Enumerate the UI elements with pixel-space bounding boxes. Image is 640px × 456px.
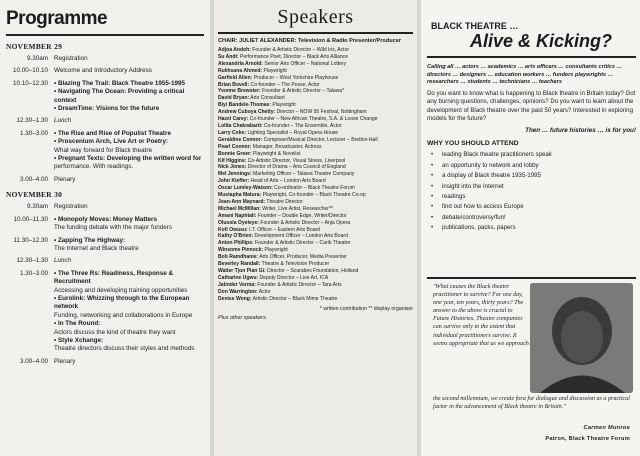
- schedule-line: • The Rise and Rise of Populist Theatre: [54, 129, 171, 137]
- speaker-role: Founder & Artistic Director – Wild Iris, Actor: [250, 47, 350, 53]
- speaker-name: Oscar Lumley-Watson:: [218, 185, 273, 192]
- speakers-panel: [214, 0, 417, 456]
- speaker-entry: [218, 289, 413, 296]
- speaker-name: Joan-Ann Maynard:: [218, 198, 266, 205]
- speaker-role: Arts Consultant: [249, 95, 285, 102]
- speaker-name: Biyi Bandele-Thomas:: [218, 102, 272, 109]
- speaker-entry: [218, 227, 413, 234]
- schedule-row: [6, 55, 204, 63]
- schedule-line: Registration: [54, 203, 88, 211]
- speaker-entry: [218, 54, 413, 61]
- schedule-time: 9.30am: [26, 55, 48, 62]
- speaker-entry: [218, 88, 413, 95]
- speaker-entry: [218, 185, 413, 192]
- speaker-name: Nick Jones:: [218, 164, 247, 171]
- speaker-name: Yvonne Brewster:: [218, 88, 261, 95]
- schedule-row: [6, 130, 204, 172]
- speaker-entry: [218, 75, 413, 82]
- speaker-name: Hazel Carey:: [218, 116, 249, 123]
- reason-item: • debate/controversy/fun!: [427, 213, 636, 223]
- schedule-content: [54, 67, 204, 75]
- speaker-role: Manager, Broadcaster, Actress: [251, 143, 322, 150]
- speaker-name: Bob Ramdhanie:: [218, 254, 259, 261]
- speaker-role: Lighting Specialist – Royal Opera House: [246, 129, 339, 136]
- speaker-role: Co-founder – New African Theatre, S.A. & Loose Change: [248, 116, 378, 123]
- day-heading-nov-29: NOVEMBER 29: [6, 42, 63, 51]
- schedule-line: Registration: [54, 55, 88, 62]
- speaker-name: Kathy O'Brien:: [218, 233, 254, 240]
- plus-other-speakers: Plus other speakers.: [218, 314, 268, 321]
- schedule-line: Plenary: [54, 357, 76, 365]
- day1-schedule: [6, 55, 204, 184]
- schedule-time: 3.00–4.00: [19, 357, 48, 365]
- speaker-name: Amani Naphtali:: [218, 212, 257, 219]
- speaker-role: Director of Drama – Arts Council of England: [246, 164, 346, 171]
- schedule-row: [6, 216, 204, 233]
- speaker-name: Garfield Allen:: [218, 74, 253, 81]
- speaker-entry: [218, 116, 413, 123]
- why-attend-heading: WHY YOU SHOULD ATTEND: [427, 140, 519, 148]
- speaker-role: Artistic Director – Black Mime Theatre: [251, 295, 338, 302]
- quote-author-role: Patron, Black Theatre Forum: [545, 436, 630, 442]
- speaker-role: Co-founder – The Posse, Actor: [249, 81, 320, 88]
- speaker-name: Andrew Cuboya Chetty:: [218, 109, 276, 116]
- schedule-time: 10.00–10.10: [12, 67, 48, 75]
- schedule-line: • In The Round:: [54, 320, 101, 328]
- schedule-line: • The Three Rs: Readiness, Response & Recruitment: [54, 269, 174, 286]
- speaker-role: Writer, Live Artist, Researcher**: [260, 205, 333, 212]
- schedule-line: • Style Xchange:: [54, 336, 104, 344]
- schedule-row: [6, 203, 204, 211]
- speaker-name: Mustapha Matura:: [218, 192, 262, 199]
- speaker-entry: [218, 151, 413, 158]
- intro-body: Do you want to know what is happening to Black theatre in Britain today? Got any burning questions, challenges, opinions? Do you want to learn about the development of Black theatre over the past 50 years? Interested in exploring models for the future?: [427, 89, 636, 122]
- schedule-line: Funding, networking and collaborations in Europe: [54, 311, 193, 319]
- schedule-row: [6, 237, 204, 254]
- speaker-entry: [218, 47, 413, 54]
- quote-author: Carmen Munroe: [583, 425, 630, 431]
- schedule-row: [6, 270, 204, 354]
- schedule-time: 10.00–11.30: [13, 215, 48, 223]
- schedule-content: [54, 55, 204, 63]
- reason-item: • an opportunity to network and lobby: [427, 161, 636, 171]
- speaker-entry: [218, 282, 413, 289]
- speaker-name: Adjoa Andoh:: [218, 47, 251, 53]
- chair-line: CHAIR: JULIET ALEXANDER: Television & Radio Presenter/Producer: [218, 38, 402, 44]
- call-all: Calling all … actors … academics … arts officers … consultants critics … directors … designers … education workers … funders playwrights … researchers … students … technicians … teachers: [427, 64, 623, 86]
- speaker-name: Larry Coke:: [218, 129, 247, 136]
- schedule-line: • Pregnant Texts: Developing the written word for: [54, 155, 202, 163]
- day2-schedule: [6, 203, 204, 366]
- speaker-entry: [218, 109, 413, 116]
- speaker-role: Marketing Officer – Talawa Theatre Company: [251, 171, 355, 178]
- speaker-role: Composer/Musical Director, Lecturer – Bretton Hall: [262, 136, 378, 143]
- schedule-line: • Blazing The Trail: Black Theatre 1955-1995: [54, 79, 185, 87]
- speaker-entry: [218, 68, 413, 75]
- schedule-line: What way forward for Black theatre: [54, 146, 152, 154]
- schedule-line: Theatre directors discuss their styles and methods: [54, 345, 195, 353]
- speaker-entry: [218, 275, 413, 282]
- schedule-line: • Eurolink: Whizzing through to the European network: [54, 294, 190, 311]
- speaker-role: Playwright: [263, 247, 288, 254]
- schedule-row: [6, 117, 204, 125]
- speaker-role: Founder & Artistic Director – Tara Arts: [255, 281, 342, 288]
- schedule-content: [54, 216, 204, 233]
- speaker-role: Theatre & Television Producer: [260, 261, 330, 268]
- schedule-line: • Navigating The Ocean: Providing a critical context: [54, 88, 185, 104]
- schedule-line: • Monopoly Moves: Money Matters: [54, 215, 157, 223]
- section-divider: [427, 277, 636, 279]
- schedule-line: The Internet and Black theatre: [54, 244, 139, 252]
- speaker-name: Geraldine Connor:: [218, 136, 263, 143]
- speaker-name: Alexandria Arnold:: [218, 60, 263, 67]
- speaker-role: Playwright: [271, 102, 296, 109]
- schedule-line: Welcome and Introductory Address: [54, 67, 152, 75]
- quote-text: "What causes the Black theatre practitioner to survive? For one day, one year, ten years, thirty years? The answer to the above is crucial to Future Histories. Theatre companies can survive only to the extent that individual practitioners survive. It seems appropriate that as we approach: [433, 284, 529, 347]
- speaker-entry: [218, 220, 413, 227]
- schedule-line: performance. With readings.: [54, 163, 134, 171]
- speaker-entry: [218, 158, 413, 165]
- schedule-content: [54, 203, 204, 211]
- schedule-line: Actors discuss the kind of theatre they want: [54, 328, 176, 336]
- schedule-content: [54, 257, 204, 265]
- speaker-name: Walter Tjon Pian Gi:: [218, 268, 266, 274]
- speaker-entry: [218, 144, 413, 151]
- speakers-title: Speakers: [218, 0, 413, 34]
- schedule-line: • DreamTime: Visions for the future: [54, 105, 160, 113]
- schedule-time: 11.30–12.30: [13, 236, 48, 244]
- schedule-row: [6, 176, 204, 184]
- speakers-footnote: * written contribution ** display organiser: [319, 305, 413, 312]
- speaker-name: Denise Wong:: [218, 295, 252, 302]
- schedule-line: Lunch: [54, 257, 72, 265]
- speaker-name: Don Warrington:: [218, 288, 258, 295]
- schedule-content: [54, 176, 204, 184]
- speaker-list: [218, 47, 413, 303]
- speaker-role: Arts Officer, Producer, Media Presenter: [258, 254, 347, 261]
- patron-photo: [530, 283, 633, 393]
- speaker-role: Deputy Director – Live Art, ICA: [258, 274, 329, 281]
- speaker-role: Co-founder – The Ensemble, Actor: [262, 122, 342, 129]
- speaker-role: Actor: [257, 288, 271, 295]
- schedule-line: Accessing and developing training opportunities: [54, 286, 188, 294]
- schedule-content: [54, 117, 204, 125]
- speaker-name: Brian Bovell:: [218, 81, 250, 88]
- speaker-name: Beverley Randall:: [218, 261, 261, 268]
- schedule-time: 12.30–1.30: [16, 117, 48, 125]
- reason-item: • publications, packs, papers: [427, 223, 636, 233]
- speaker-role: Senior Arts Officer – National Lottery: [262, 60, 347, 67]
- schedule-time: 9.30am: [26, 203, 48, 211]
- speaker-role: Theatre Director: [265, 198, 303, 205]
- speaker-entry: [218, 82, 413, 89]
- speaker-entry: [218, 268, 413, 275]
- schedule-line: • Zapping The Highway:: [54, 236, 126, 244]
- speaker-role: Director – Scarabes Foundation, Holland: [265, 268, 359, 274]
- schedule-line: Plenary: [54, 175, 76, 183]
- speaker-name: Winsome Pinnock:: [218, 247, 264, 254]
- speaker-role: Founder & Artistic Director – Talawa*: [260, 88, 345, 95]
- speaker-name: Kofi Owusu:: [218, 226, 248, 233]
- speaker-entry: [218, 213, 413, 220]
- schedule-content: [54, 80, 204, 114]
- speaker-role: Performance Poet, Director – Black Arts Alliance: [238, 53, 348, 60]
- speaker-entry: [218, 296, 413, 303]
- speaker-entry: [218, 95, 413, 102]
- schedule-line: • Proscenium Arch, Live Art or Poetry:: [54, 138, 169, 146]
- speaker-entry: [218, 102, 413, 109]
- speaker-name: Pearl Connor:: [218, 143, 252, 150]
- schedule-time: 12.30–1.30: [16, 257, 48, 265]
- reason-item: • insight into the Internet: [427, 182, 636, 192]
- schedule-row: [6, 67, 204, 75]
- schedule-time: 3.00–4.00: [19, 175, 48, 183]
- speaker-role: Founder – Double Edge, Writer/Director: [256, 212, 347, 219]
- schedule-time: 10.10–12.30: [12, 79, 48, 87]
- speaker-entry: [218, 137, 413, 144]
- then-line: Then … future histories … is for you!: [525, 127, 636, 135]
- programme-title: Programme: [6, 8, 204, 36]
- schedule-time: 1.30–3.00: [19, 269, 48, 277]
- speaker-entry: [218, 199, 413, 206]
- speaker-name: David Bryan:: [218, 95, 250, 102]
- speaker-name: Olusola Oyeleye:: [218, 219, 259, 226]
- reason-item: • readings: [427, 192, 636, 202]
- schedule-content: [54, 358, 204, 366]
- speaker-name: Rukhsana Ahmed:: [218, 67, 263, 74]
- speaker-role: Director – NOW 95 Festival, Nottingham: [275, 109, 367, 116]
- speaker-entry: [218, 247, 413, 254]
- speaker-role: Co-ordinator – Black Theatre Forum: [272, 185, 355, 192]
- speaker-role: Playwright & Novelist: [251, 150, 301, 157]
- speaker-name: Bonnie Greer:: [218, 150, 252, 157]
- speaker-entry: [218, 261, 413, 268]
- day-heading-nov-30: NOVEMBER 30: [6, 190, 63, 200]
- speaker-role: Playwright, Co-founder – Black Theatre Co-op: [261, 192, 366, 199]
- speaker-name: Su Andi:: [218, 53, 239, 60]
- speaker-name: Jatinder Verma:: [218, 281, 256, 288]
- speaker-role: Founder & Artistic Director – Carib Theatre: [253, 240, 351, 247]
- speaker-name: Anton Phillips:: [218, 240, 254, 247]
- speaker-name: Kif Higgins:: [218, 157, 247, 164]
- programme-panel: [0, 0, 210, 456]
- speaker-name: Michael McMillan:: [218, 205, 261, 212]
- schedule-line: Lunch: [54, 117, 72, 125]
- reason-item: • leading Black theatre practitioners speak: [427, 150, 636, 160]
- schedule-content: [54, 270, 204, 354]
- speaker-entry: [218, 254, 413, 261]
- reason-item: • a display of Black theatre 1935-1995: [427, 171, 636, 181]
- speaker-entry: [218, 192, 413, 199]
- intro-panel: [421, 0, 640, 456]
- speaker-entry: [218, 240, 413, 247]
- speaker-name: Lolita Chakrabarti:: [218, 122, 263, 129]
- schedule-row: [6, 358, 204, 366]
- speaker-role: I.T. Officer – Eastern Arts Board: [247, 226, 320, 233]
- speaker-name: John Kieffer:: [218, 178, 250, 185]
- schedule-row: [6, 257, 204, 265]
- schedule-content: [54, 130, 204, 172]
- schedule-line: The funding debate with the major funders: [54, 224, 172, 232]
- speaker-role: Founder & Artistic Director – Anja Opera: [258, 219, 351, 226]
- speaker-role: Co-Artistic Director, Visual Stress, Liverpool: [246, 157, 346, 164]
- speaker-entry: [218, 178, 413, 185]
- speaker-entry: [218, 61, 413, 68]
- speaker-role: Playwright: [262, 67, 287, 74]
- reason-item: • find out how to access Europe: [427, 202, 636, 212]
- kicker: BLACK THEATRE …: [431, 21, 519, 31]
- schedule-time: 1.30–3.00: [19, 129, 48, 137]
- speaker-role: Producer – West Yorkshire Playhouse: [252, 74, 339, 81]
- schedule-content: [54, 237, 204, 254]
- speaker-entry: [218, 233, 413, 240]
- headline: Alive & Kicking?: [427, 31, 636, 58]
- speaker-name: Catharine Ugwu:: [218, 274, 259, 281]
- speaker-entry: [218, 171, 413, 178]
- quote-text-continued: the second millennium, we create fora for dialogue and discussion as a practical factor in the advancement of Black theatre in Britain.": [433, 396, 630, 411]
- speaker-entry: [218, 123, 413, 130]
- speaker-entry: [218, 206, 413, 213]
- speaker-role: Head of Arts – London Arts Board: [249, 178, 326, 185]
- speaker-role: Development Officer – London Arts Board: [253, 233, 348, 240]
- reasons-list: [427, 150, 636, 233]
- schedule-row: [6, 80, 204, 114]
- speaker-name: Mel Jennings:: [218, 171, 252, 178]
- speaker-entry: [218, 164, 413, 171]
- speaker-entry: [218, 130, 413, 137]
